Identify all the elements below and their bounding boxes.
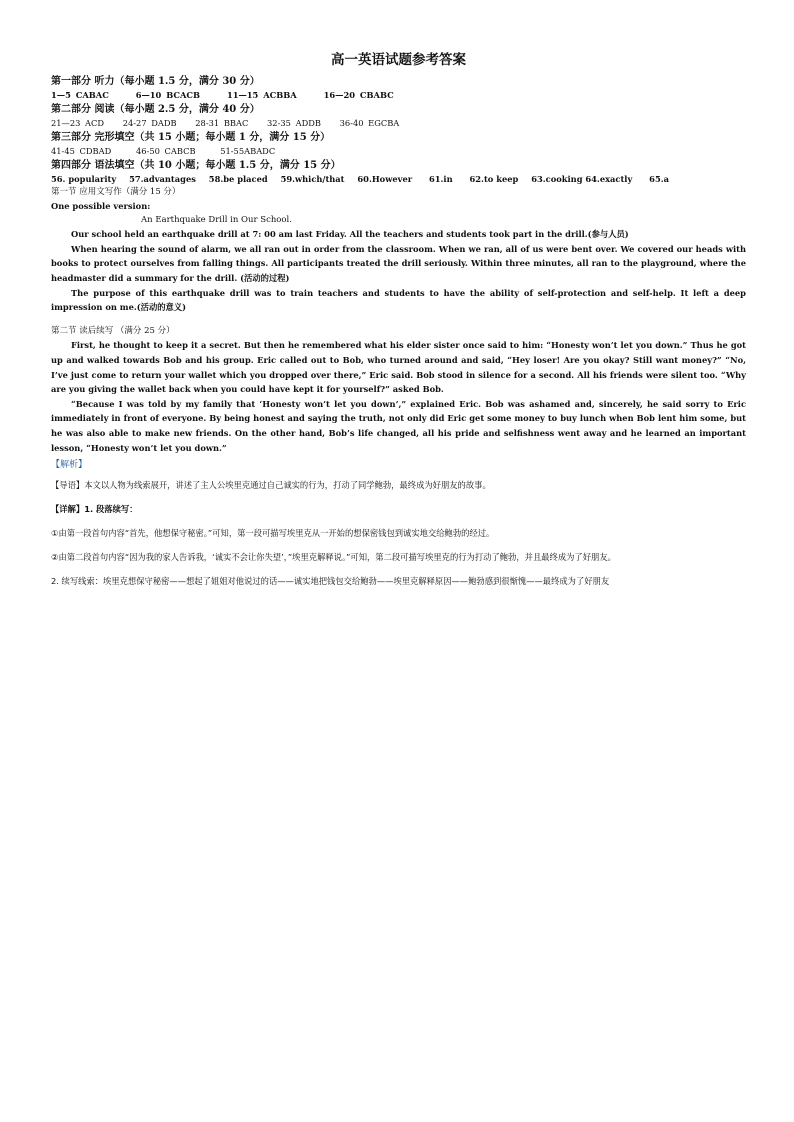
- essay-paragraph: The purpose of this earthquake drill was to train teachers and students to have the ability of self-protection and self-help. It left a deep impression on me.(活动的意义): [51, 287, 746, 313]
- answer-group: 6—10 BCACB: [135, 90, 201, 100]
- answer-group: 24-27 DADB: [122, 118, 177, 128]
- answer-group: 36-40 EGCBA: [339, 118, 400, 128]
- analysis-clue: 2. 续写线索：埃里克想保守秘密——想起了姐姐对他说过的话——诚实地把钱包交给鲍勃——埃里克解释原因——鲍勃感到很惭愧——最终成为了好朋友: [51, 576, 610, 587]
- answer-item: 60.However: [357, 174, 413, 184]
- part4-heading: 第四部分 语法填空（共 10 小题；每小题 1.5 分，满分 15 分）: [51, 160, 341, 171]
- answer-item: 57.advantages: [129, 174, 196, 184]
- answer-group: 32-35 ADDB: [267, 118, 321, 128]
- answer-group: 41-45 CDBAD: [51, 146, 112, 156]
- analysis-detail-2: ②由第二段首句内容“因为我的家人告诉我，‘诚实不会让你失望’，”埃里克解释说。”可知，第二段可描写埃里克的行为打动了鲍勃，并且最终成为了好朋友。: [51, 552, 616, 563]
- part1-answers: [51, 89, 746, 102]
- part1-heading: 第一部分 听力（每小题 1.5 分，满分 30 分）: [51, 76, 260, 87]
- part3-answers: [51, 145, 746, 158]
- page-title: 高一英语试题参考答案: [331, 52, 466, 68]
- answer-item: 65.a: [649, 174, 669, 184]
- part3-heading: 第三部分 完形填空（共 15 小题；每小题 1 分，满分 15 分）: [51, 132, 331, 143]
- answer-group: 11—15 ACBBA: [226, 90, 297, 100]
- analysis-detail-heading: 【详解】1. 段落续写：: [51, 504, 138, 515]
- answer-item: 61.in: [429, 174, 453, 184]
- part2-answers: [51, 117, 746, 130]
- essay-paragraph: When hearing the sound of alarm, we all ran out in order from the classroom. When we ran, all of us were bent over. We covered our heads with books to protect ourselves from falling things. All participants treated the drill seriously. Within three minutes, all ran to the playground, where the headmaster did a summary for the drill. (活动的过程): [51, 243, 746, 283]
- answer-group: 46-50 CABCB: [135, 146, 196, 156]
- answer-item: 56. popularity: [51, 174, 117, 184]
- essay-paragraph: Our school held an earthquake drill at 7: 00 am last Friday. All the teachers and students took part in the drill.(参与人员): [71, 229, 629, 240]
- answer-group: 28-31 BBAC: [195, 118, 249, 128]
- answer-group: 1—5 CABAC: [51, 90, 109, 100]
- answer-item: 63.cooking 64.exactly: [531, 174, 633, 184]
- essay-title: An Earthquake Drill in Our School.: [141, 215, 292, 226]
- answer-item: 59.which/that: [280, 174, 345, 184]
- part4-answers: [51, 173, 746, 186]
- analysis-label: 【解析】: [51, 460, 88, 471]
- analysis-detail-1: ①由第一段首句内容“首先，他想保守秘密。”可知，第一段可描写埃里克从一开始的想保密钱包到诚实地交给鲍勃的经过。: [51, 528, 495, 539]
- continuation-paragraph: First, he thought to keep it a secret. But then he remembered what his elder sister once said to him: “Honesty won’t let you down.” Thus he got up and walked towards Bob and his group. Eric called out to Bob, who turned around and said, “Hey loser! Are you okay? Still want money?” “No, I’ve just come to return your wallet which you dropped over there,” Eric said. Bob stood in silence for a second. All his friends were silent too. “Why are you giving the wallet back when you could have kept it for yourself?” asked Bob.: [51, 340, 746, 395]
- possible-version-label: One possible version:: [51, 200, 151, 211]
- writing-section1-heading: 第一节 应用文写作（满分 15 分）: [51, 187, 181, 197]
- answer-group: 16—20 CBABC: [323, 90, 394, 100]
- answer-item: 62.to keep: [469, 174, 519, 184]
- continuation-paragraph: “Because I was told by my family that ‘Honesty won’t let you down’,” explained Eric. Bob was ashamed and, sincerely, he said sorry to Eric immediately in front of everyone. By being honest and saying the truth, not only did Eric get some money to buy lunch when Bob lent him some, but he was also able to make new friends. On the other hand, Bob’s life changed, all his pride and selfishness went away and he learned an important lesson, “Honesty won’t let you down.”: [51, 398, 746, 453]
- answer-group: 51-55ABADC: [220, 146, 276, 156]
- answer-item: 58.be placed: [208, 174, 268, 184]
- part2-heading: 第二部分 阅读（每小题 2.5 分，满分 40 分）: [51, 104, 260, 115]
- writing-section2-heading: 第二节 读后续写 （满分 25 分）: [51, 325, 175, 336]
- analysis-guide: 【导语】本文以人物为线索展开，讲述了主人公埃里克通过自己诚实的行为，打动了同学鲍勃，最终成为好朋友的故事。: [51, 480, 491, 491]
- answer-group: 21—23 ACD: [51, 118, 105, 128]
